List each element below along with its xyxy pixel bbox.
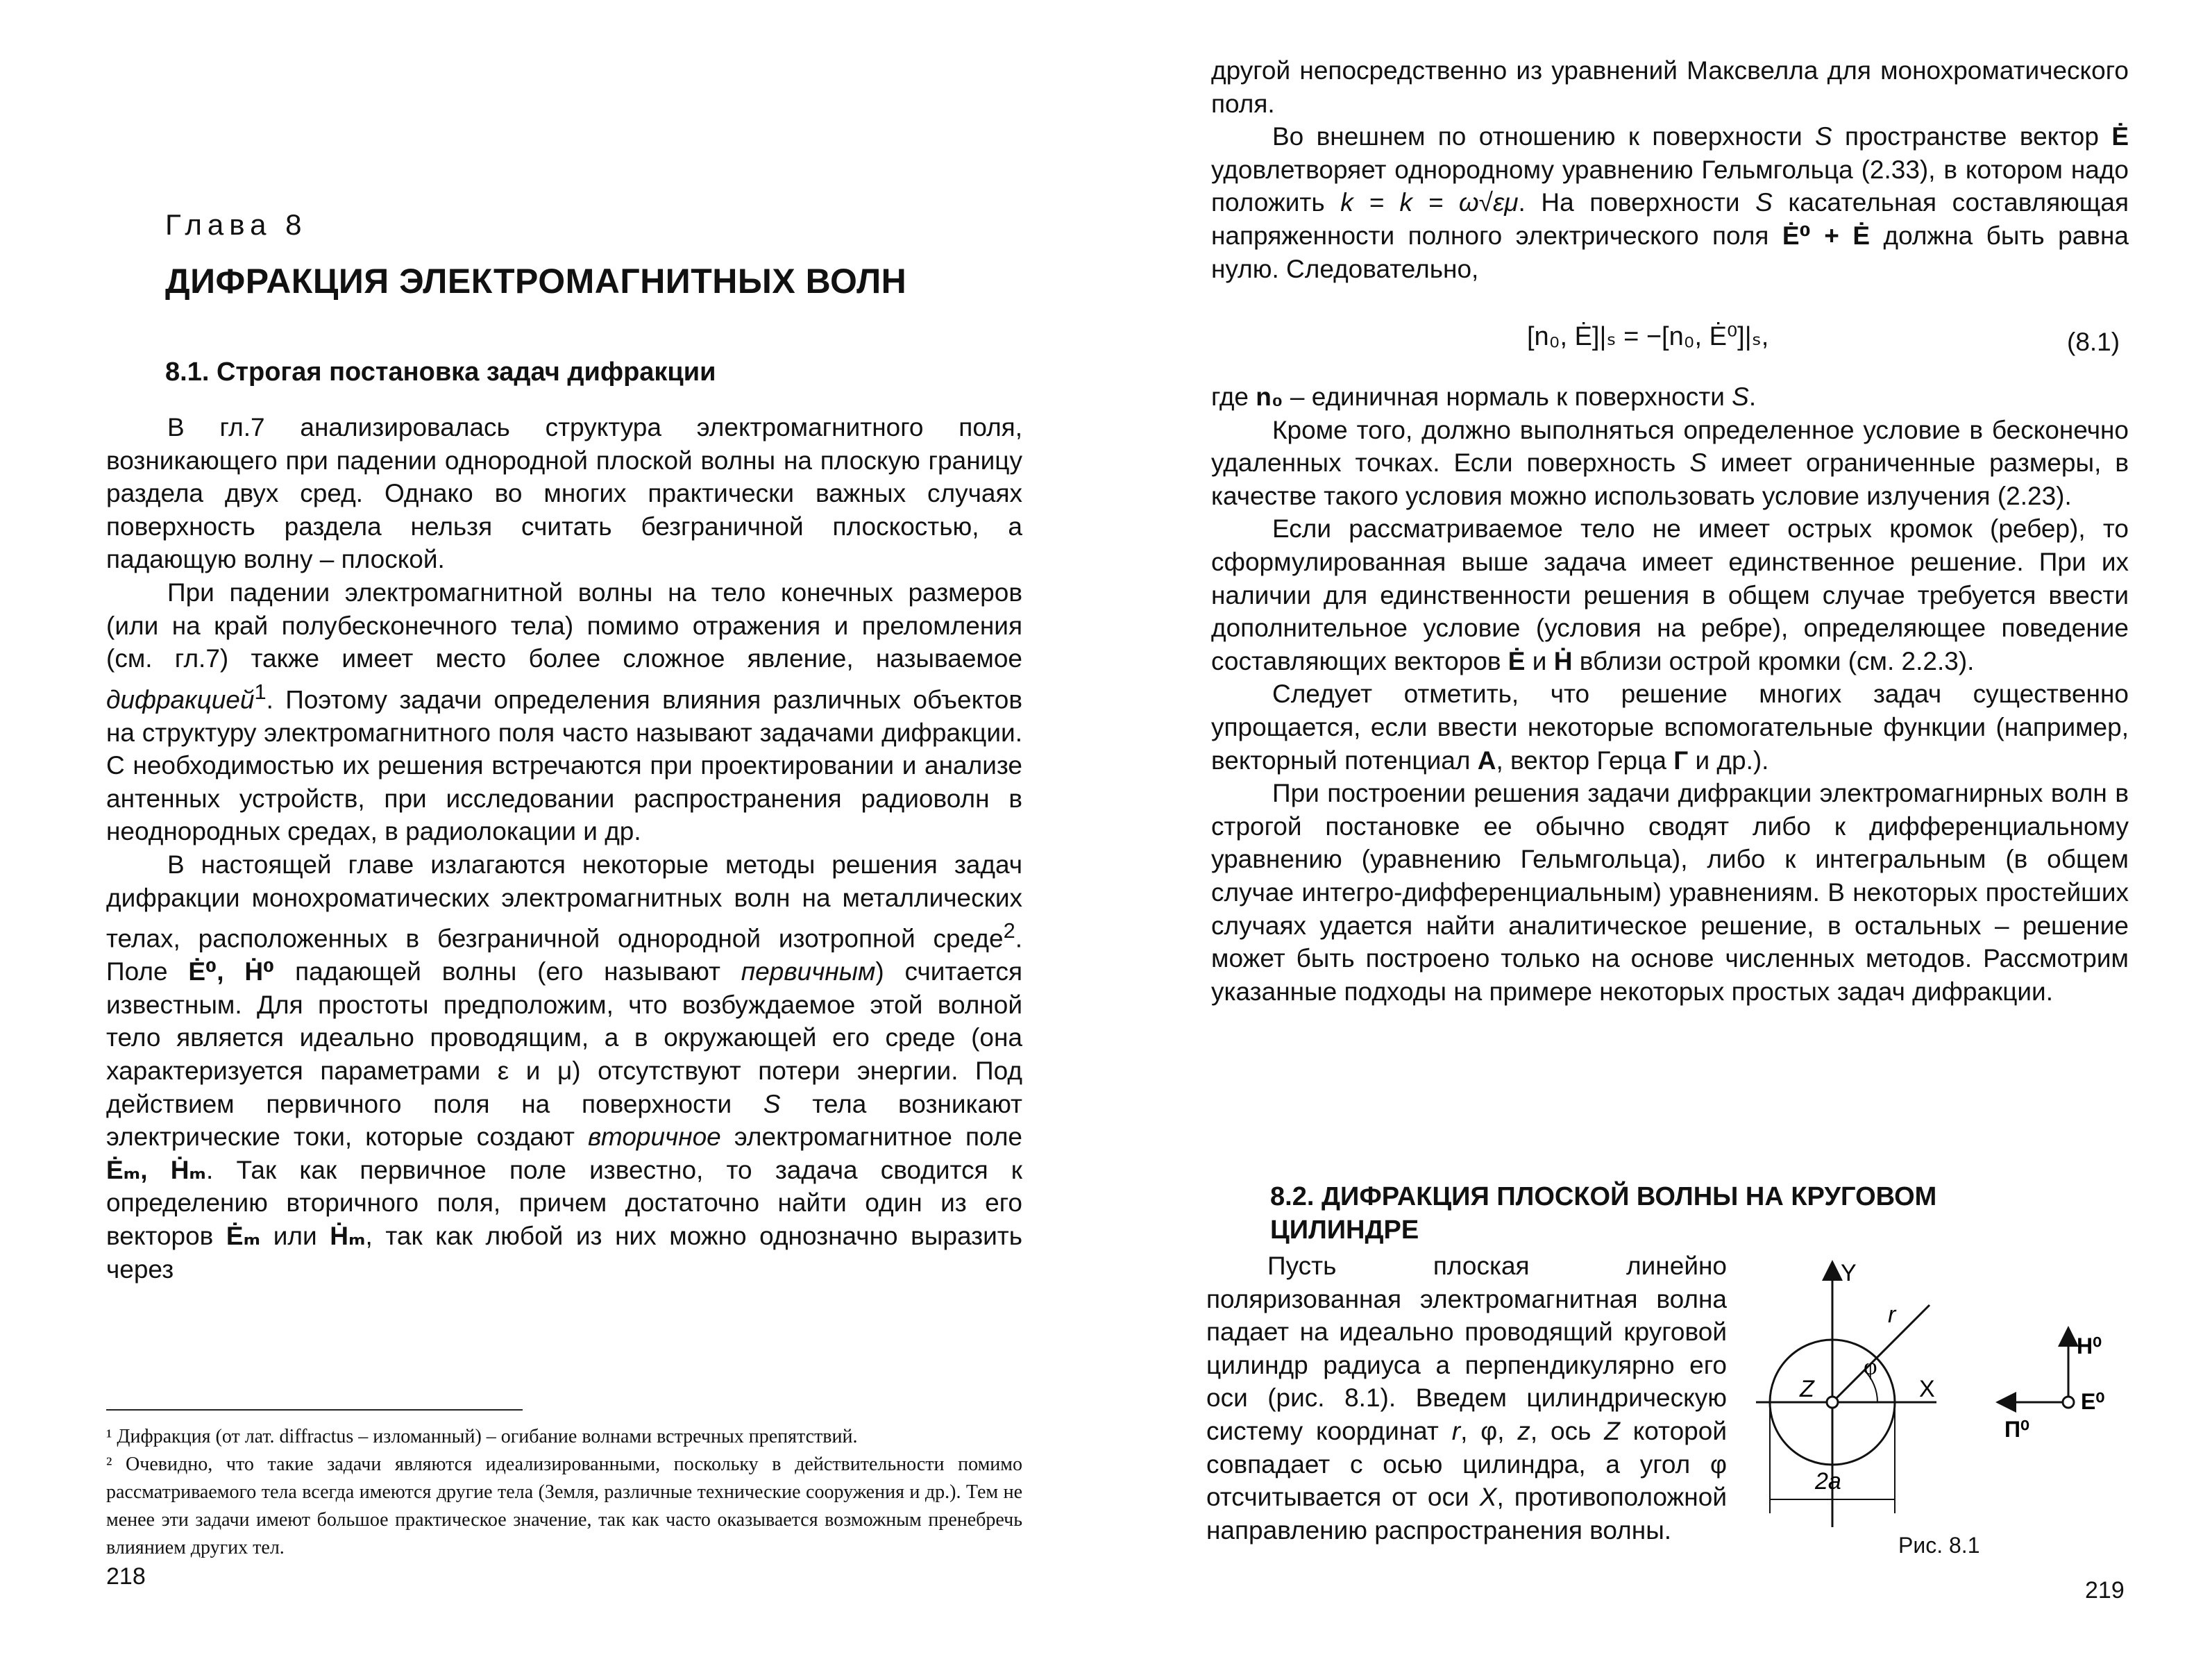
footnote-2: ² Очевидно, что такие задачи являются идеализированными, поскольку в действительности помимо рассматриваемого тела всегда имеются другие тела (Земля, различные технические сооружения и др.). Тем не менее эти задачи имеют большое практическое значение, так как часто оказывается возможным пренебречь влиянием других тел.: [106, 1454, 1022, 1558]
e-vector-dot: [2063, 1397, 2074, 1408]
footnote-1: ¹ Дифракция (от лат. diffractus – изломанный) – огибание волнами встречных препятствий.: [106, 1426, 858, 1447]
radius-line: [1832, 1305, 1930, 1402]
right-paragraph-6: При построении решения задачи дифракции электромагнирных волн в строгой постановке ее обычно сводят либо к дифференциальному уравнению (уравнению Гельмгольца), либо к интегральным (в общем случае интегро-дифференциальным) уравнениям. В некоторых простейших случаях удается найти аналитическое решение, в остальных – решение может быть построено только на основе численных методов. Рассмотрим указанные подходы на примере некоторых простых задач дифракции.: [1211, 779, 2129, 1006]
left-paragraph-2: При падении электромагнитной волны на тело конечных размеров (или на край полубесконечного тела) помимо отражения и преломления (см. гл.7) также имеет место более сложное явление, называемое дифракцией$^1$. Поэтому задачи определения влияния различных объектов на структуру электромагнитного поля часто называют задачами дифракции. С необходимостью их решения встречаются при проектировании и анализе антенных устройств, при исследовании распространения радиоволн в неоднородных средах, в радиолокации и др.: [106, 578, 1022, 846]
section-title-8-1: 8.1. Строгая постановка задач дифракции: [165, 357, 716, 387]
chapter-title: ДИФРАКЦИЯ ЭЛЕКТРОМАГНИТНЫХ ВОЛН: [165, 262, 907, 301]
left-paragraph-3: В настоящей главе излагаются некоторые методы решения задач дифракции монохроматических электромагнитных волн на металлических телах, расположенных в безграничной однородной изотропной среде$^2$. Поле Ė⁰, Ḣ⁰ падающей волны (его называют первичным) считается известным. Для простоты предположим, что возбуждаемое этой волной тело является идеально проводящим, а в окружающей его среде (она характеризуется параметрами ε и μ) отсутствуют потери энергии. Под действием первичного поля на поверхности S тела возникают электрические токи, которые создают вторичное электромагнитное поле Ėₘ, Ḣₘ. Так как первичное поле известно, то задача сводится к определению вторичного поля, причем достаточно найти один из его векторов Ėₘ или Ḣₘ, так как любой из них можно однозначно выразить через: [106, 850, 1023, 1284]
page-number-right: 219: [2085, 1577, 2125, 1604]
right-paragraph-4: Если рассматриваемое тело не имеет острых кромок (ребер), то сформулированная выше задача имеет единственное решение. При их наличии для единственности решения в общем случае требуется ввести дополнительное условие (условия на ребре), определяющее поведение составляющих векторов Ė и Ḣ вблизи острой кромки (см. 2.2.3).: [1211, 514, 2129, 675]
footnote-rule: [106, 1409, 523, 1411]
section-title-8-2: 8.2. ДИФРАКЦИЯ ПЛОСКОЙ ВОЛНЫ НА КРУГОВОМ ЦИЛИНДРЕ: [1270, 1182, 1937, 1245]
left-paragraph-1: В гл.7 анализировалась структура электромагнитного поля, возникающего при падении однородной плоской волны на плоскую границу раздела двух сред. Однако во многих практически важных случаях поверхность раздела нельзя считать безграничной плоскостью, а падающую волну – плоской.: [106, 413, 1022, 574]
label-2a: 2a: [1815, 1468, 1841, 1495]
label-y: Y: [1841, 1260, 1857, 1286]
label-r: r: [1888, 1302, 1896, 1328]
right-paragraph-0: другой непосредственно из уравнений Максвелла для монохроматического поля.: [1211, 56, 2129, 118]
wave-vectors: [2004, 1333, 2104, 1442]
label-x: X: [1919, 1376, 1935, 1402]
figure-caption: Рис. 8.1: [1898, 1533, 1980, 1558]
page-number-left: 218: [106, 1563, 146, 1590]
right-paragraph-1: Во внешнем по отношению к поверхности S пространстве вектор Ė удовлетворяет однородному уравнению Гельмгольца (2.33), в котором надо положить k = k = ω√εμ. На поверхности S касательная составляющая напряженности полного электрического поля Ė⁰ + Ė должна быть равна нулю. Следовательно,: [1211, 122, 2129, 283]
label-p: П⁰: [2004, 1417, 2029, 1442]
right-body-bottom: [1206, 1250, 1727, 1547]
left-body: [106, 411, 1022, 1286]
label-e: E⁰: [2081, 1389, 2105, 1414]
right-paragraph-5: Следует отметить, что решение многих задач существенно упрощается, если ввести некоторые вспомогательные функции (например, векторный потенциал A, вектор Герца Г и др.).: [1211, 680, 2129, 775]
label-z: Z: [1800, 1376, 1814, 1402]
origin-point: [1827, 1397, 1838, 1408]
formula-number: (8.1): [2067, 328, 2120, 356]
figure-8-1: [1721, 1250, 2152, 1527]
right-paragraph-7: Пусть плоская линейно поляризованная электромагнитная волна падает на идеально проводящий круговой цилиндр радиуса a перпендикулярно его оси (рис. 8.1). Введем цилиндрическую систему координат r, φ, z, ось Z которой совпадает с осью цилиндра, а угол φ отсчитывается от оси X, противоположной направлению распространения волны.: [1206, 1252, 1727, 1545]
formula-8-1: [n₀, Ė]|ₛ = −[n₀, Ė⁰]|ₛ,: [1527, 322, 1769, 351]
right-body-top: [1211, 54, 2129, 285]
label-phi: φ: [1864, 1354, 1877, 1380]
footnotes: [106, 1423, 1022, 1562]
label-h: H⁰: [2077, 1333, 2102, 1358]
right-body-middle: [1211, 380, 2129, 1008]
chapter-label: Глава 8: [165, 208, 307, 241]
right-paragraph-3: Кроме того, должно выполняться определенное условие в бесконечно удаленных точках. Если поверхность S имеет ограниченные размеры, в качестве такого условия можно использовать условие излучения (2.23).: [1211, 415, 2129, 510]
cylinder-diagram: [1756, 1260, 1936, 1527]
right-paragraph-2: где n₀ – единичная нормаль к поверхности S.: [1211, 382, 1757, 411]
